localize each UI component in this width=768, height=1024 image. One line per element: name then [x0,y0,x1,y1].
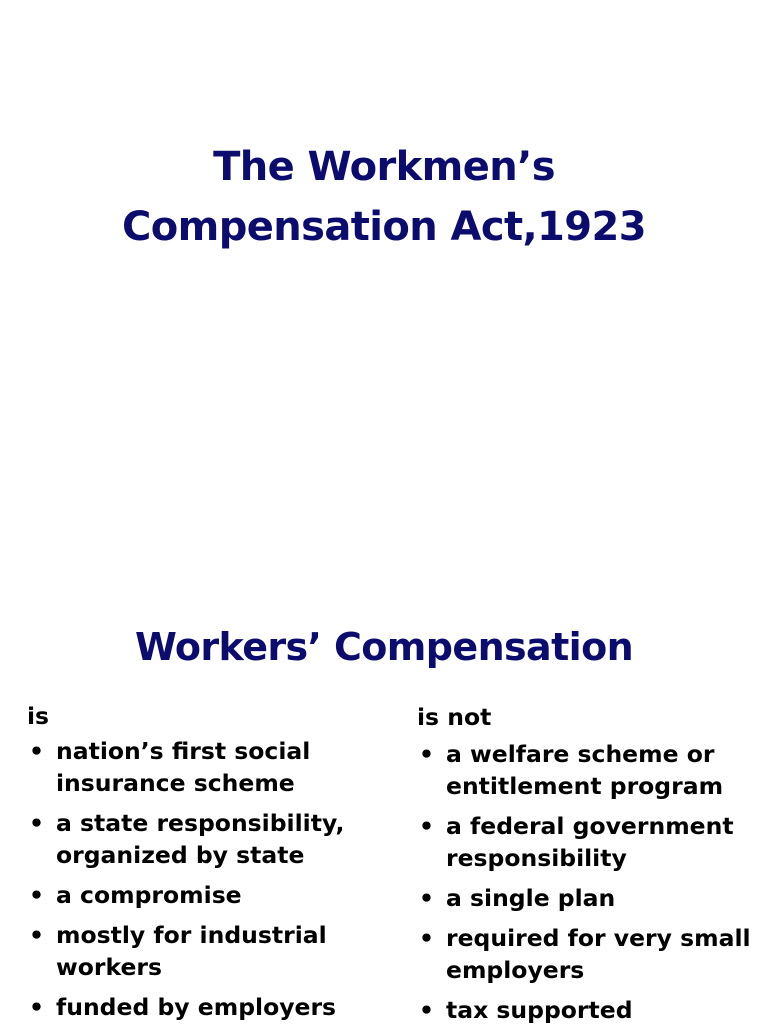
content-slide [0,576,768,1024]
list-item-text: funded by employers [56,993,337,1021]
list-item-text: a compromise [56,881,242,909]
bullet-icon: • [419,884,435,912]
list-item-text: a federal government responsibility [446,812,734,872]
bullet-icon: • [419,996,435,1024]
list-item [27,807,357,871]
bullet-icon: • [419,812,435,840]
is-not-column [417,701,757,1024]
list-item [417,738,757,802]
list-item [27,919,357,983]
list-item [417,810,757,874]
list-item-text: a single plan [446,884,616,912]
list-item-text: nation’s first social insurance scheme [56,737,311,797]
bullet-icon: • [29,737,45,765]
list-item-text: tax supported [446,996,633,1024]
is-not-column-heading: is not [417,703,492,731]
slide-title-line-1: The Workmen’s [213,144,555,190]
content-slide-title: Workers’ Compensation [134,625,634,669]
list-item-text: required for very small employers [446,924,751,984]
list-item-text: a state responsibility, organized by state [56,809,345,869]
slide-title-line-2: Compensation Act,1923 [122,204,646,250]
list-item [417,994,757,1024]
list-item [27,735,357,799]
list-item [417,922,757,986]
bullet-icon: • [29,921,45,949]
bullet-icon: • [419,924,435,952]
list-item-text: mostly for industrial workers [56,921,327,981]
is-column-heading: is [27,702,50,730]
is-not-bullet-list [417,738,757,1024]
list-item [27,879,357,911]
slide-title [0,137,768,257]
list-item-text: a welfare scheme or entitlement program [446,740,724,800]
bullet-icon: • [29,881,45,909]
bullet-icon: • [29,993,45,1021]
is-column [27,700,357,1024]
list-item [27,991,357,1023]
bullet-icon: • [419,740,435,768]
list-item [417,882,757,914]
is-bullet-list [27,735,357,1023]
bullet-icon: • [29,809,45,837]
